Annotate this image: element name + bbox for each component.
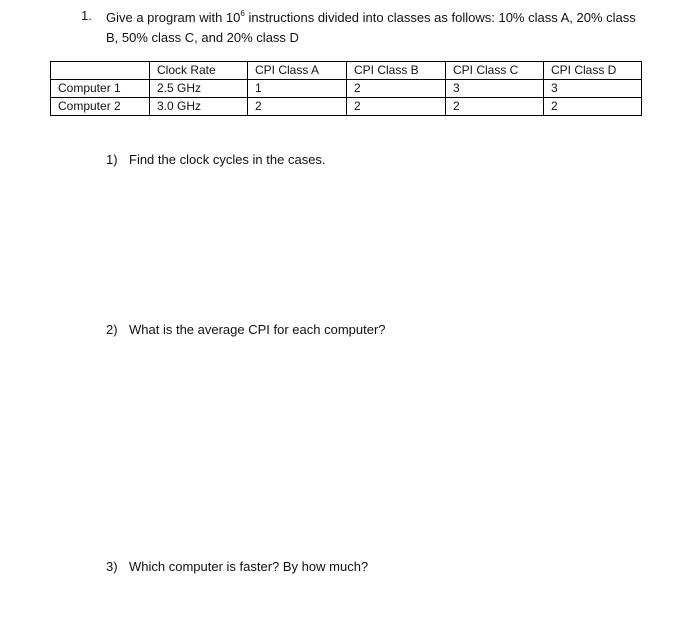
question-which-faster — [106, 559, 368, 575]
question-text: What is the average CPI for each computer? — [129, 322, 386, 337]
table-cell-cpi-c: 3 — [446, 80, 544, 98]
table-cell-clock-rate: 3.0 GHz — [150, 98, 248, 116]
table-cell-computer: Computer 1 — [51, 80, 150, 98]
table-cell-cpi-a: 2 — [248, 98, 347, 116]
question-text: Find the clock cycles in the cases. — [129, 152, 326, 167]
table-cell-cpi-c: 2 — [446, 98, 544, 116]
table-header-cell-clock-rate: Clock Rate — [150, 62, 248, 80]
table-header-cell-empty — [51, 62, 150, 80]
question-number: 2) — [106, 322, 118, 337]
problem-text-start: Give a program with 10 — [106, 10, 241, 25]
table-header-row — [51, 62, 642, 80]
cpi-table — [50, 61, 642, 116]
table-row — [51, 98, 642, 116]
question-clock-cycles — [106, 152, 326, 168]
table-cell-computer: Computer 2 — [51, 98, 150, 116]
question-number: 1) — [106, 152, 118, 167]
table-cell-cpi-d: 2 — [544, 98, 642, 116]
question-number: 3) — [106, 559, 118, 574]
table-cell-cpi-b: 2 — [347, 98, 446, 116]
question-average-cpi — [106, 322, 386, 338]
question-text: Which computer is faster? By how much? — [129, 559, 369, 574]
table-header-cell-cpi-b: CPI Class B — [347, 62, 446, 80]
problem-exponent: 6 — [240, 8, 245, 18]
table-row — [51, 80, 642, 98]
table-cell-clock-rate: 2.5 GHz — [150, 80, 248, 98]
table-cell-cpi-b: 2 — [347, 80, 446, 98]
table-header-cell-cpi-c: CPI Class C — [446, 62, 544, 80]
problem-number: 1. — [81, 8, 92, 23]
problem-statement — [106, 8, 646, 48]
table-cell-cpi-a: 1 — [248, 80, 347, 98]
table-header-cell-cpi-d: CPI Class D — [544, 62, 642, 80]
table-header-cell-cpi-a: CPI Class A — [248, 62, 347, 80]
problem-text-end: instructions divided into classes as follows: 10% class A, 20% class B, 50% class C, and 20% class D — [106, 10, 636, 45]
table-cell-cpi-d: 3 — [544, 80, 642, 98]
